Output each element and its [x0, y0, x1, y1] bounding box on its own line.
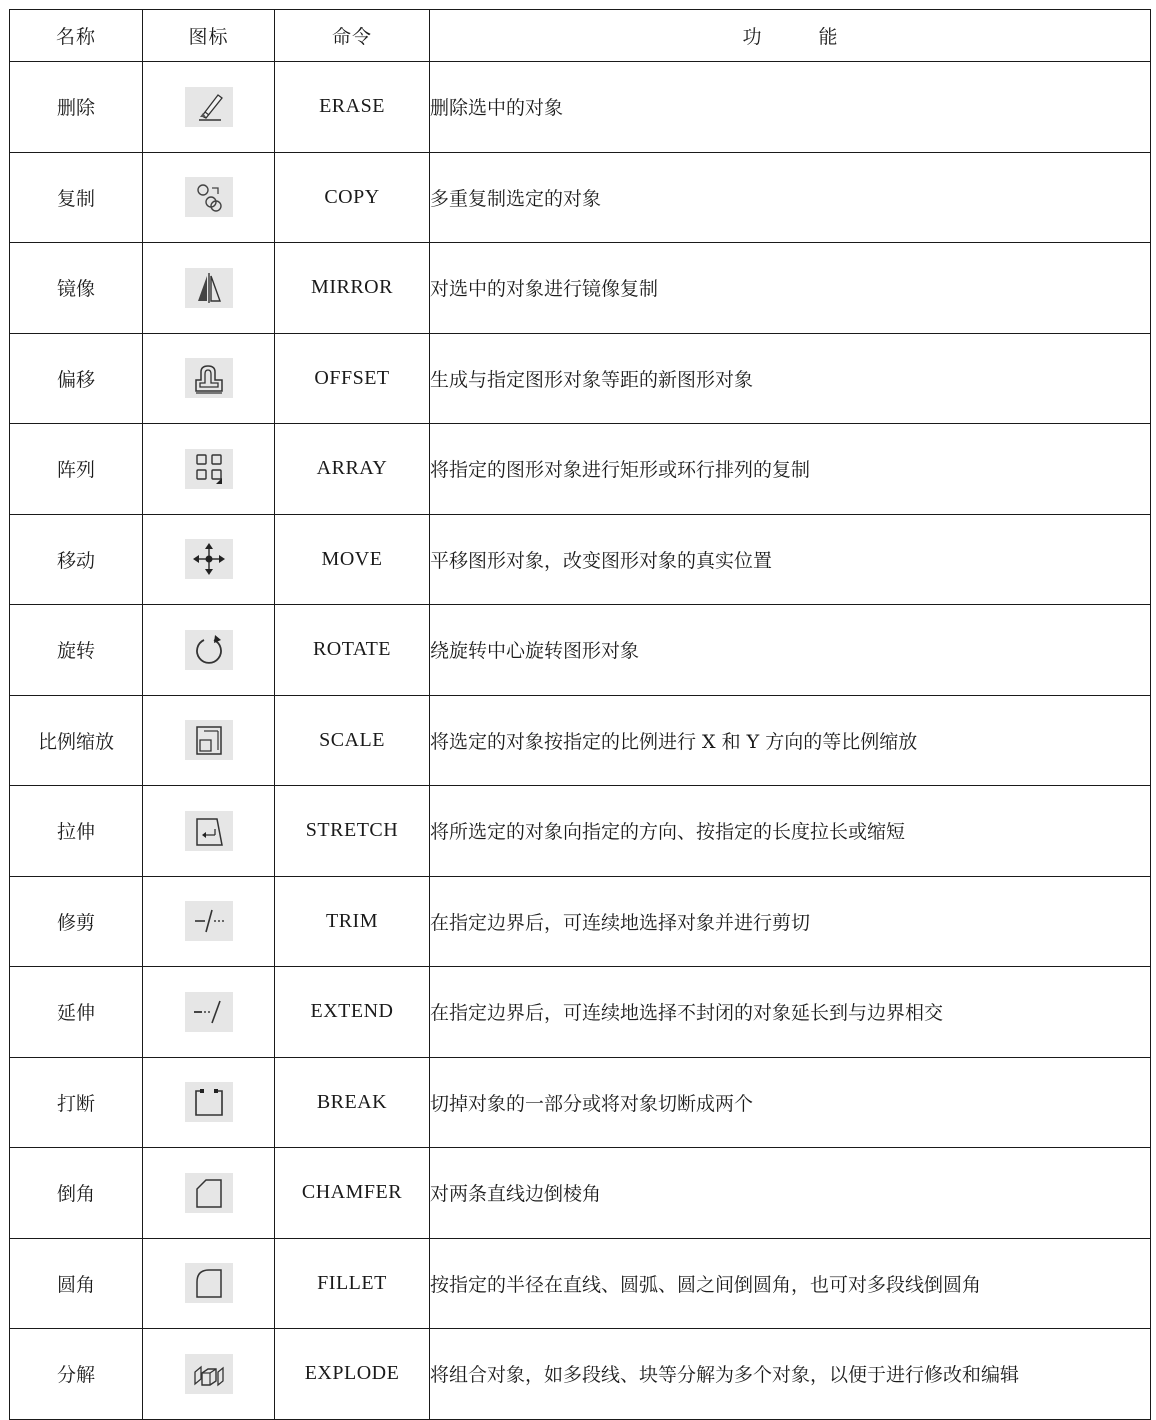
header-function: 功 能: [430, 10, 1151, 62]
row-command: SCALE: [275, 695, 430, 786]
row-function: 对两条直线边倒棱角: [430, 1148, 1151, 1239]
table-row: [10, 1057, 1151, 1148]
table-row: [10, 1148, 1151, 1239]
row-function: 绕旋转中心旋转图形对象: [430, 605, 1151, 696]
break-icon: [185, 1082, 233, 1122]
row-name: 比例缩放: [10, 695, 143, 786]
row-function: 将指定的图形对象进行矩形或环行排列的复制: [430, 424, 1151, 515]
array-icon: [185, 449, 233, 489]
row-function: 生成与指定图形对象等距的新图形对象: [430, 333, 1151, 424]
row-name: 旋转: [10, 605, 143, 696]
row-name: 复制: [10, 152, 143, 243]
row-command: STRETCH: [275, 786, 430, 877]
copy-icon: [185, 177, 233, 217]
row-command: COPY: [275, 152, 430, 243]
row-name: 倒角: [10, 1148, 143, 1239]
row-function: 在指定边界后，可连续地选择对象并进行剪切: [430, 876, 1151, 967]
row-icon-cell: [143, 514, 275, 605]
row-icon-cell: [143, 967, 275, 1058]
row-icon-cell: [143, 62, 275, 153]
row-function: 将所选定的对象向指定的方向、按指定的长度拉长或缩短: [430, 786, 1151, 877]
row-name: 分解: [10, 1329, 143, 1420]
header-command: 命令: [275, 10, 430, 62]
row-command: TRIM: [275, 876, 430, 967]
row-function: 将选定的对象按指定的比例进行 X 和 Y 方向的等比例缩放: [430, 695, 1151, 786]
row-command: CHAMFER: [275, 1148, 430, 1239]
mirror-icon: [185, 268, 233, 308]
move-icon: [185, 539, 233, 579]
command-table: [9, 9, 1151, 1420]
header-row: [10, 10, 1151, 62]
row-function: 删除选中的对象: [430, 62, 1151, 153]
row-command: FILLET: [275, 1238, 430, 1329]
table-row: [10, 967, 1151, 1058]
table-row: [10, 333, 1151, 424]
row-icon-cell: [143, 876, 275, 967]
row-command: EXTEND: [275, 967, 430, 1058]
row-icon-cell: [143, 424, 275, 515]
fillet-icon: [185, 1263, 233, 1303]
extend-icon: [185, 992, 233, 1032]
erase-icon: [185, 87, 233, 127]
row-command: BREAK: [275, 1057, 430, 1148]
row-name: 圆角: [10, 1238, 143, 1329]
row-command: ARRAY: [275, 424, 430, 515]
row-icon-cell: [143, 695, 275, 786]
row-name: 阵列: [10, 424, 143, 515]
table-row: [10, 152, 1151, 243]
trim-icon: [185, 901, 233, 941]
table-row: [10, 695, 1151, 786]
row-icon-cell: [143, 786, 275, 877]
table-body: [10, 62, 1151, 1420]
row-command: EXPLODE: [275, 1329, 430, 1420]
row-name: 移动: [10, 514, 143, 605]
row-name: 镜像: [10, 243, 143, 334]
row-name: 延伸: [10, 967, 143, 1058]
row-command: ROTATE: [275, 605, 430, 696]
row-name: 拉伸: [10, 786, 143, 877]
table-row: [10, 876, 1151, 967]
row-icon-cell: [143, 333, 275, 424]
row-icon-cell: [143, 243, 275, 334]
scale-icon: [185, 720, 233, 760]
row-function: 将组合对象，如多段线、块等分解为多个对象，以便于进行修改和编辑: [430, 1329, 1151, 1420]
stretch-icon: [185, 811, 233, 851]
row-command: OFFSET: [275, 333, 430, 424]
table-row: [10, 243, 1151, 334]
row-icon-cell: [143, 1057, 275, 1148]
chamfer-icon: [185, 1173, 233, 1213]
table-row: [10, 1238, 1151, 1329]
row-name: 删除: [10, 62, 143, 153]
table-row: [10, 786, 1151, 877]
row-command: MIRROR: [275, 243, 430, 334]
table-row: [10, 605, 1151, 696]
table-row: [10, 1329, 1151, 1420]
row-command: MOVE: [275, 514, 430, 605]
row-function: 切掉对象的一部分或将对象切断成两个: [430, 1057, 1151, 1148]
rotate-icon: [185, 630, 233, 670]
row-name: 打断: [10, 1057, 143, 1148]
row-name: 修剪: [10, 876, 143, 967]
table-row: [10, 424, 1151, 515]
header-icon: 图标: [143, 10, 275, 62]
row-function: 按指定的半径在直线、圆弧、圆之间倒圆角，也可对多段线倒圆角: [430, 1238, 1151, 1329]
row-icon-cell: [143, 1329, 275, 1420]
row-function: 在指定边界后，可连续地选择不封闭的对象延长到与边界相交: [430, 967, 1151, 1058]
row-icon-cell: [143, 605, 275, 696]
offset-icon: [185, 358, 233, 398]
row-icon-cell: [143, 152, 275, 243]
row-function: 对选中的对象进行镜像复制: [430, 243, 1151, 334]
row-name: 偏移: [10, 333, 143, 424]
table-row: [10, 514, 1151, 605]
table-row: [10, 62, 1151, 153]
row-function: 平移图形对象，改变图形对象的真实位置: [430, 514, 1151, 605]
header-name: 名称: [10, 10, 143, 62]
row-icon-cell: [143, 1238, 275, 1329]
row-function: 多重复制选定的对象: [430, 152, 1151, 243]
row-icon-cell: [143, 1148, 275, 1239]
row-command: ERASE: [275, 62, 430, 153]
explode-icon: [185, 1354, 233, 1394]
